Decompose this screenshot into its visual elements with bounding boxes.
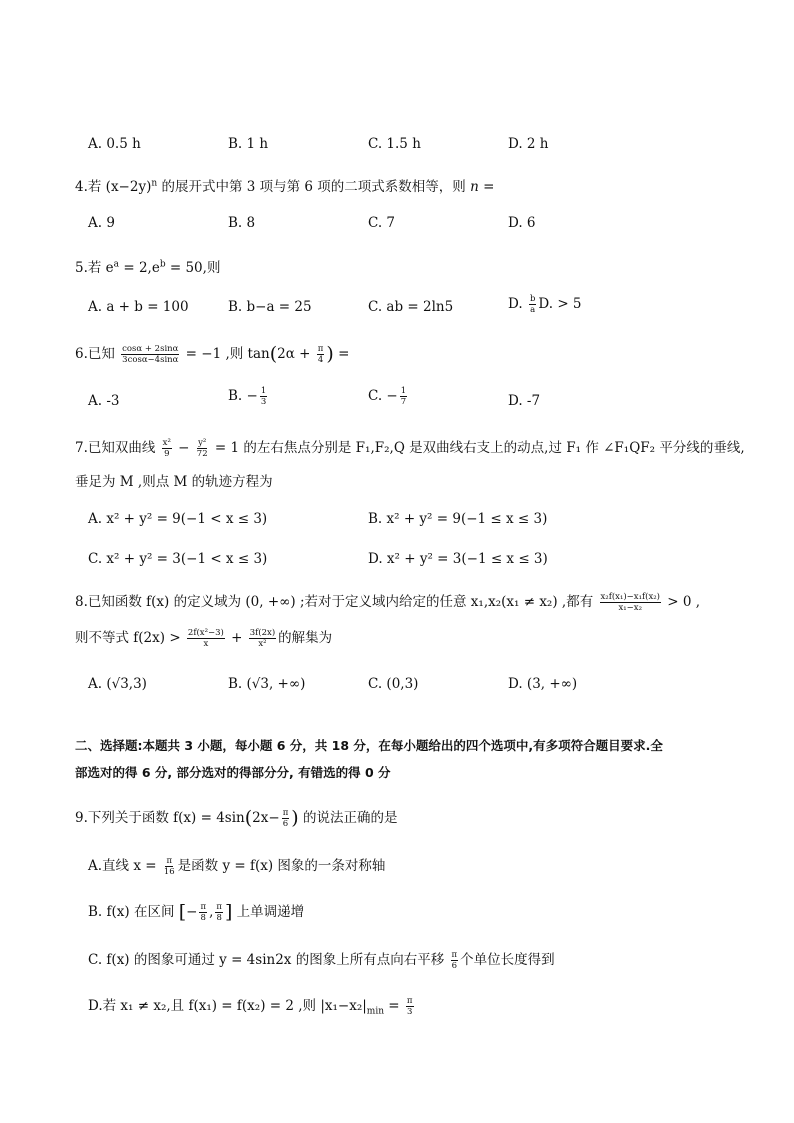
q7-option-a: A. x² + y² = 9(−1 < x ≤ 3) <box>88 511 268 527</box>
q5-option-a: A. a + b = 100 <box>88 299 189 315</box>
q9-option-d: D.若 x₁ ≠ x₂,且 f(x₁) = f(x₂) = 2 ,则 $|x_1-x_2|_{min}$ = $\frac{\pi}{3}$ <box>88 996 413 1017</box>
q8-stem-line2: 则不等式 f(2x) > $\frac{\text{2f(x²−3)}}{x}$ + $\frac{3f(2x)}{\text{x²}}$ 的解集为 <box>75 628 333 649</box>
q5-option-d: D. $\frac{b}{a}$ D. > 5 <box>508 294 582 315</box>
q7-stem-line2: 垂足为 M ,则点 M 的轨迹方程为 <box>75 474 273 490</box>
q3-option-c: C. 1.5 h <box>368 136 421 152</box>
q5-option-c: C. ab = 2ln5 <box>368 299 454 315</box>
q5-stem: 5.若 $e^a = 2,e^b = 50$,则 <box>75 259 221 276</box>
q8-option-c: C. (0,3) <box>368 676 419 692</box>
q5-option-b: B. b−a = 25 <box>228 299 312 315</box>
q4-option-c: C. 7 <box>368 215 396 231</box>
q6-stem: 6.已知 $\frac{\cos\alpha + 2\sin\alpha}{3\cos\alpha-4\sin\alpha}$ = −1 ,则 tan(2α + $\frac{\pi}{4}$ ) = <box>75 343 350 365</box>
q4-stem: 4.若 $(x-2y)^n$ 的展开式中第 3 项与第 6 项的二项式系数相等，则 n = <box>75 178 495 195</box>
q6-option-c: C. − $\frac{1}{7}$ <box>368 386 407 407</box>
q8-stem-line1: 8.已知函数 f(x) 的定义域为 (0, +∞) ;若对于定义域内给定的任意 x₁,x₂(x₁ ≠ x₂) ,都有 $\frac{\text{x₂f(x₁)−x₁f(x₂)}}{\text{x₁−x₂}}$ > 0 , <box>75 592 701 613</box>
q3-option-d: D. 2 h <box>508 136 549 152</box>
q9-stem: 9.下列关于函数 f(x) = 4sin(2x− $\frac{\pi}{6}$ ) 的说法正确的是 <box>75 807 398 829</box>
q9-option-b: B. f(x) 在区间 [− $\frac{\pi}{8}$ , $\frac{\pi}{8}$ ] 上单调递增 <box>88 901 305 923</box>
q7-option-d: D. x² + y² = 3(−1 ≤ x ≤ 3) <box>368 551 548 567</box>
q6-option-d: D. -7 <box>508 393 541 409</box>
q9-option-c: C. f(x) 的图象可通过 y = 4sin2x 的图象上所有点向右平移 $\frac{\pi}{6}$ 个单位长度得到 <box>88 950 555 971</box>
q4-option-b: B. 8 <box>228 215 256 231</box>
q9-option-a: A.直线 x = $\frac{\pi}{16}$ 是函数 y = f(x) 图象的一条对称轴 <box>88 856 386 877</box>
q7-option-b: B. x² + y² = 9(−1 ≤ x ≤ 3) <box>368 511 548 527</box>
q8-option-b: B. (√3, +∞) <box>228 676 306 692</box>
q4-option-d: D. 6 <box>508 215 536 231</box>
q8-option-d: D. (3, +∞) <box>508 676 578 692</box>
q4-option-a: A. 9 <box>88 215 115 231</box>
q3-option-a: A. 0.5 h <box>88 136 141 152</box>
q6-option-a: A. -3 <box>88 393 120 409</box>
q7-stem-line1: 7.已知双曲线 $\frac{\text{x²}}{9}$ − $\frac{\text{y²}}{72}$ = 1 的左右焦点分别是 F₁,F₂,Q 是双曲线右支上的动点,过 F₁ 作 ∠F₁QF₂ 平分线的垂线, <box>75 438 745 459</box>
section2-heading-line1: 二、选择题:本题共 3 小题，每小题 6 分，共 18 分，在每小题给出的四个选项中,有多项符合题目要求.全 <box>75 738 663 753</box>
q3-option-b: B. 1 h <box>228 136 269 152</box>
section2-heading-line2: 部选对的得 6 分, 部分选对的得部分分, 有错选的得 0 分 <box>75 765 391 780</box>
q7-option-c: C. x² + y² = 3(−1 < x ≤ 3) <box>88 551 268 567</box>
q6-option-b: B. − $\frac{1}{3}$ <box>228 386 267 407</box>
q8-option-a: A. (√3,3) <box>88 676 147 692</box>
